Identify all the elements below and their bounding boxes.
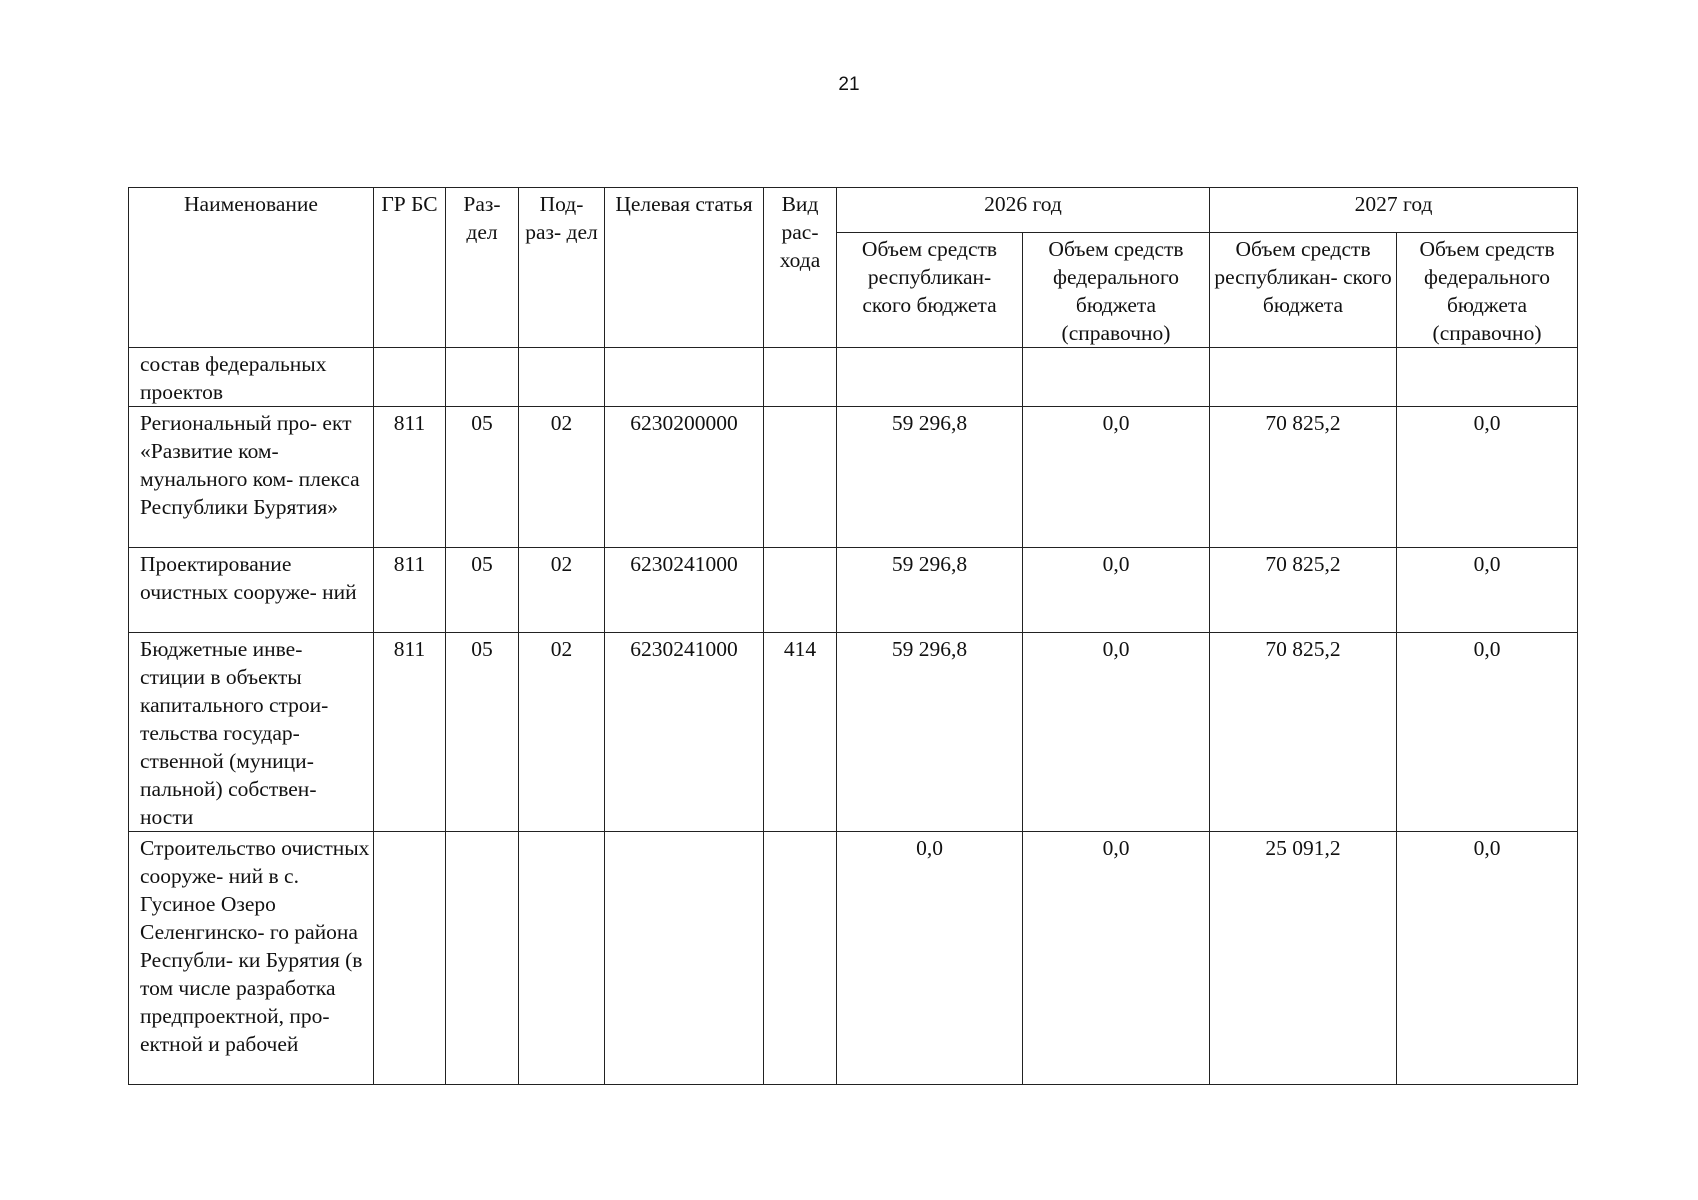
cell-grbs: 811 bbox=[374, 548, 446, 633]
cell-grbs bbox=[374, 832, 446, 1085]
cell-fed-2027: 0,0 bbox=[1397, 407, 1578, 548]
page-number: 21 bbox=[838, 74, 860, 95]
cell-grbs: 811 bbox=[374, 407, 446, 548]
cell-rep-2026 bbox=[837, 348, 1023, 407]
cell-rep-2026: 59 296,8 bbox=[837, 407, 1023, 548]
table-row bbox=[129, 548, 1578, 633]
cell-name: Строительство очистных сооруже- ний в с. Гусиное Озеро Селенгинско- го района Республи- ки Бурятия (в том числе разработка предпроектной, про- ектной и рабочей bbox=[129, 832, 374, 1085]
cell-razdel: 05 bbox=[446, 633, 519, 832]
cell-tselevaya: 6230241000 bbox=[605, 548, 764, 633]
header-year-2026: 2026 год bbox=[837, 188, 1210, 233]
cell-podrazdel: 02 bbox=[519, 407, 605, 548]
header-rep-budget-2027: Объем средств республикан- ского бюджета bbox=[1210, 233, 1397, 348]
cell-fed-2026: 0,0 bbox=[1023, 832, 1210, 1085]
cell-razdel bbox=[446, 348, 519, 407]
cell-vid: 414 bbox=[764, 633, 837, 832]
cell-fed-2027: 0,0 bbox=[1397, 832, 1578, 1085]
cell-razdel bbox=[446, 832, 519, 1085]
cell-vid bbox=[764, 407, 837, 548]
cell-vid bbox=[764, 548, 837, 633]
cell-tselevaya: 6230200000 bbox=[605, 407, 764, 548]
header-row-main bbox=[129, 188, 1578, 233]
cell-rep-2026: 59 296,8 bbox=[837, 548, 1023, 633]
cell-name: Проектирование очистных сооруже- ний bbox=[129, 548, 374, 633]
cell-vid bbox=[764, 348, 837, 407]
cell-razdel: 05 bbox=[446, 548, 519, 633]
table-row bbox=[129, 348, 1578, 407]
cell-rep-2027: 25 091,2 bbox=[1210, 832, 1397, 1085]
cell-rep-2026: 59 296,8 bbox=[837, 633, 1023, 832]
header-fed-budget-2026: Объем средств федерального бюджета (справочно) bbox=[1023, 233, 1210, 348]
cell-podrazdel: 02 bbox=[519, 633, 605, 832]
table-row bbox=[129, 407, 1578, 548]
cell-razdel: 05 bbox=[446, 407, 519, 548]
cell-podrazdel bbox=[519, 832, 605, 1085]
cell-rep-2027: 70 825,2 bbox=[1210, 633, 1397, 832]
cell-tselevaya bbox=[605, 348, 764, 407]
cell-fed-2026: 0,0 bbox=[1023, 548, 1210, 633]
cell-fed-2026: 0,0 bbox=[1023, 407, 1210, 548]
header-vid-raskhoda: Вид рас- хода bbox=[764, 188, 837, 348]
header-rep-budget-2026: Объем средств республикан- ского бюджета bbox=[837, 233, 1023, 348]
budget-table bbox=[128, 187, 1578, 1085]
cell-name: Региональный про- ект «Развитие ком- мунального ком- плекса Республики Бурятия» bbox=[129, 407, 374, 548]
cell-fed-2027 bbox=[1397, 348, 1578, 407]
header-razdel: Раз- дел bbox=[446, 188, 519, 348]
cell-name: Бюджетные инве- стиции в объекты капитального строи- тельства государ- ственной (муници- пальной) собствен- ности bbox=[129, 633, 374, 832]
cell-name: состав федеральных проектов bbox=[129, 348, 374, 407]
table-row bbox=[129, 633, 1578, 832]
cell-tselevaya bbox=[605, 832, 764, 1085]
cell-fed-2026: 0,0 bbox=[1023, 633, 1210, 832]
cell-podrazdel bbox=[519, 348, 605, 407]
header-name: Наименование bbox=[129, 188, 374, 348]
header-podrazdel: Под- раз- дел bbox=[519, 188, 605, 348]
header-tselevaya-statya: Целевая статья bbox=[605, 188, 764, 348]
cell-podrazdel: 02 bbox=[519, 548, 605, 633]
cell-fed-2027: 0,0 bbox=[1397, 548, 1578, 633]
cell-vid bbox=[764, 832, 837, 1085]
header-fed-budget-2027: Объем средств федерального бюджета (справочно) bbox=[1397, 233, 1578, 348]
cell-rep-2026: 0,0 bbox=[837, 832, 1023, 1085]
cell-tselevaya: 6230241000 bbox=[605, 633, 764, 832]
cell-rep-2027: 70 825,2 bbox=[1210, 548, 1397, 633]
cell-rep-2027: 70 825,2 bbox=[1210, 407, 1397, 548]
header-year-2027: 2027 год bbox=[1210, 188, 1578, 233]
cell-grbs: 811 bbox=[374, 633, 446, 832]
cell-grbs bbox=[374, 348, 446, 407]
cell-rep-2027 bbox=[1210, 348, 1397, 407]
cell-fed-2027: 0,0 bbox=[1397, 633, 1578, 832]
table-row bbox=[129, 832, 1578, 1085]
cell-fed-2026 bbox=[1023, 348, 1210, 407]
header-grbs: ГР БС bbox=[374, 188, 446, 348]
